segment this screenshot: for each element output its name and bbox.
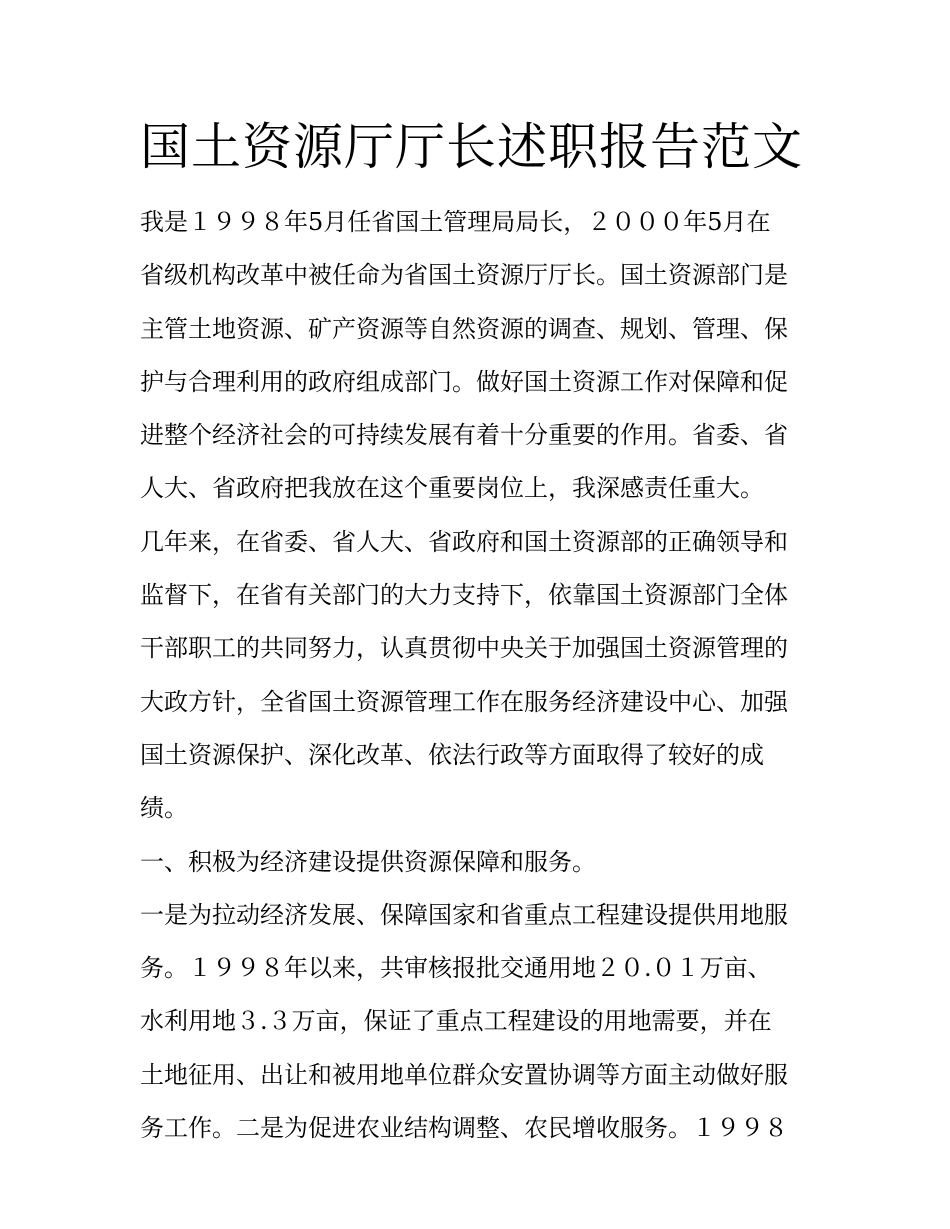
text-line: 主管土地资源、矿产资源等自然资源的调查、规划、管理、保: [140, 314, 788, 343]
text-line: 国土资源保护、深化改革、依法行政等方面取得了较好的成: [140, 740, 764, 769]
section-heading-1: [140, 836, 812, 889]
text-line: 省级机构改革中被任命为省国土资源厅厅长。国土资源部门是: [140, 261, 788, 290]
paragraph-3: [140, 889, 812, 1155]
text-line: 护与合理利用的政府组成部门。做好国土资源工作对保障和促: [140, 367, 788, 396]
text-line: 水利用地３.３万亩，保证了重点工程建设的用地需要，并在: [140, 1007, 772, 1036]
paragraph-1: [140, 196, 812, 516]
text-line: 人大、省政府把我放在这个重要岗位上，我深感责任重大。: [140, 474, 764, 503]
text-line: 务工作。二是为促进农业结构调整、农民增收服务。１９９８: [140, 1114, 788, 1143]
text-line: 大政方针，全省国土资源管理工作在服务经济建设中心、加强: [140, 687, 788, 716]
text-line: 务。１９９８年以来，共审核报批交通用地２０.０１万亩、: [140, 954, 772, 983]
text-line: 监督下，在省有关部门的大力支持下，依靠国土资源部门全体: [140, 581, 788, 610]
text-line: 绩。: [140, 794, 188, 823]
text-line: 一是为拉动经济发展、保障国家和省重点工程建设提供用地服: [140, 900, 788, 929]
text-line: 几年来，在省委、省人大、省政府和国土资源部的正确领导和: [140, 527, 788, 556]
document-title: 国土资源厅厅长述职报告范文: [140, 118, 803, 176]
document-body: [140, 196, 812, 1155]
text-line: 一、积极为经济建设提供资源保障和服务。: [140, 847, 596, 876]
text-line: 进整个经济社会的可持续发展有着十分重要的作用。省委、省: [140, 421, 788, 450]
paragraph-2: [140, 516, 812, 836]
text-line: 土地征用、出让和被用地单位群众安置协调等方面主动做好服: [140, 1060, 788, 1089]
text-line: 我是１９９８年5月任省国土管理局局长，２０００年5月在: [140, 208, 771, 236]
text-line: 干部职工的共同努力，认真贯彻中央关于加强国土资源管理的: [140, 634, 788, 663]
